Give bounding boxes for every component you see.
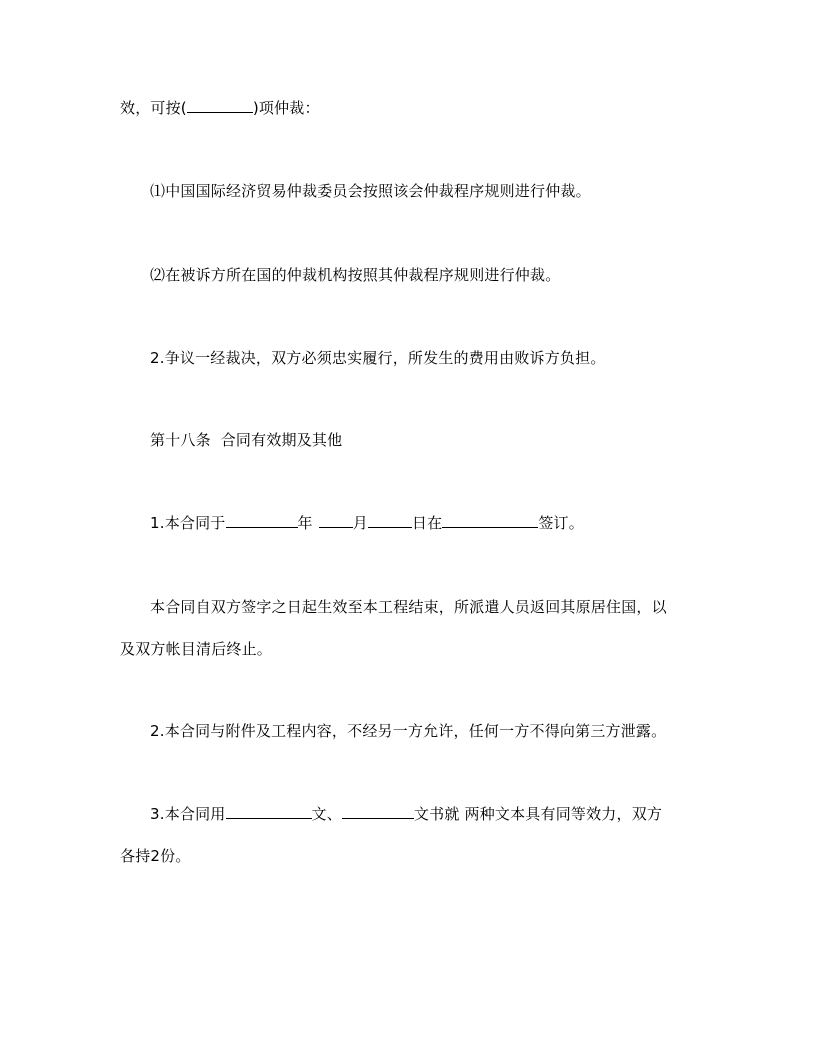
fill-in-blank-year <box>226 513 298 528</box>
text-segment: 文书就 两种文本具有同等效力，双方 <box>413 805 663 823</box>
text-segment: 1.本合同于 <box>150 514 226 532</box>
text-segment: 3.本合同用 <box>150 805 226 823</box>
text-segment: 文、 <box>311 805 342 823</box>
article-18-heading: 第十八条 合同有效期及其他 <box>150 431 343 449</box>
paragraph-arbitration-options <box>120 98 320 118</box>
text-segment: 日在 <box>411 514 443 532</box>
paragraph-option-1: ⑴中国国际经济贸易仲裁委员会按照该会仲裁程序规则进行仲裁。 <box>150 182 591 200</box>
text-segment: 效，可按( <box>120 99 187 117</box>
paragraph-signing-date <box>150 513 584 533</box>
text-segment: 年 <box>297 514 313 532</box>
fill-in-blank-option <box>187 98 253 113</box>
paragraph-confidentiality: 2.本合同与附件及工程内容，不经另一方允许，任何一方不得向第三方泄露。 <box>150 722 667 740</box>
paragraph-validity-line-1: 本合同自双方签字之日起生效至本工程结束，所派遣人员返回其原居住国，以 <box>150 598 667 616</box>
fill-in-blank-place <box>442 513 538 528</box>
fill-in-blank-language-2 <box>342 804 414 819</box>
paragraph-option-2: ⑵在被诉方所在国的仲裁机构按照其仲裁程序规则进行仲裁。 <box>150 266 561 284</box>
text-segment: 月 <box>352 514 368 532</box>
fill-in-blank-language-1 <box>226 804 312 819</box>
fill-in-blank-month <box>319 513 353 528</box>
paragraph-languages <box>150 804 662 824</box>
paragraph-copies: 各持2份。 <box>120 847 191 865</box>
fill-in-blank-day <box>368 513 412 528</box>
text-segment: 签订。 <box>538 514 584 532</box>
text-segment: )项仲裁： <box>252 99 320 117</box>
paragraph-validity-line-2: 及双方帐目清后终止。 <box>120 640 273 658</box>
paragraph-clause-2: 2.争议一经裁决，双方必须忠实履行，所发生的费用由败诉方负担。 <box>150 349 606 367</box>
